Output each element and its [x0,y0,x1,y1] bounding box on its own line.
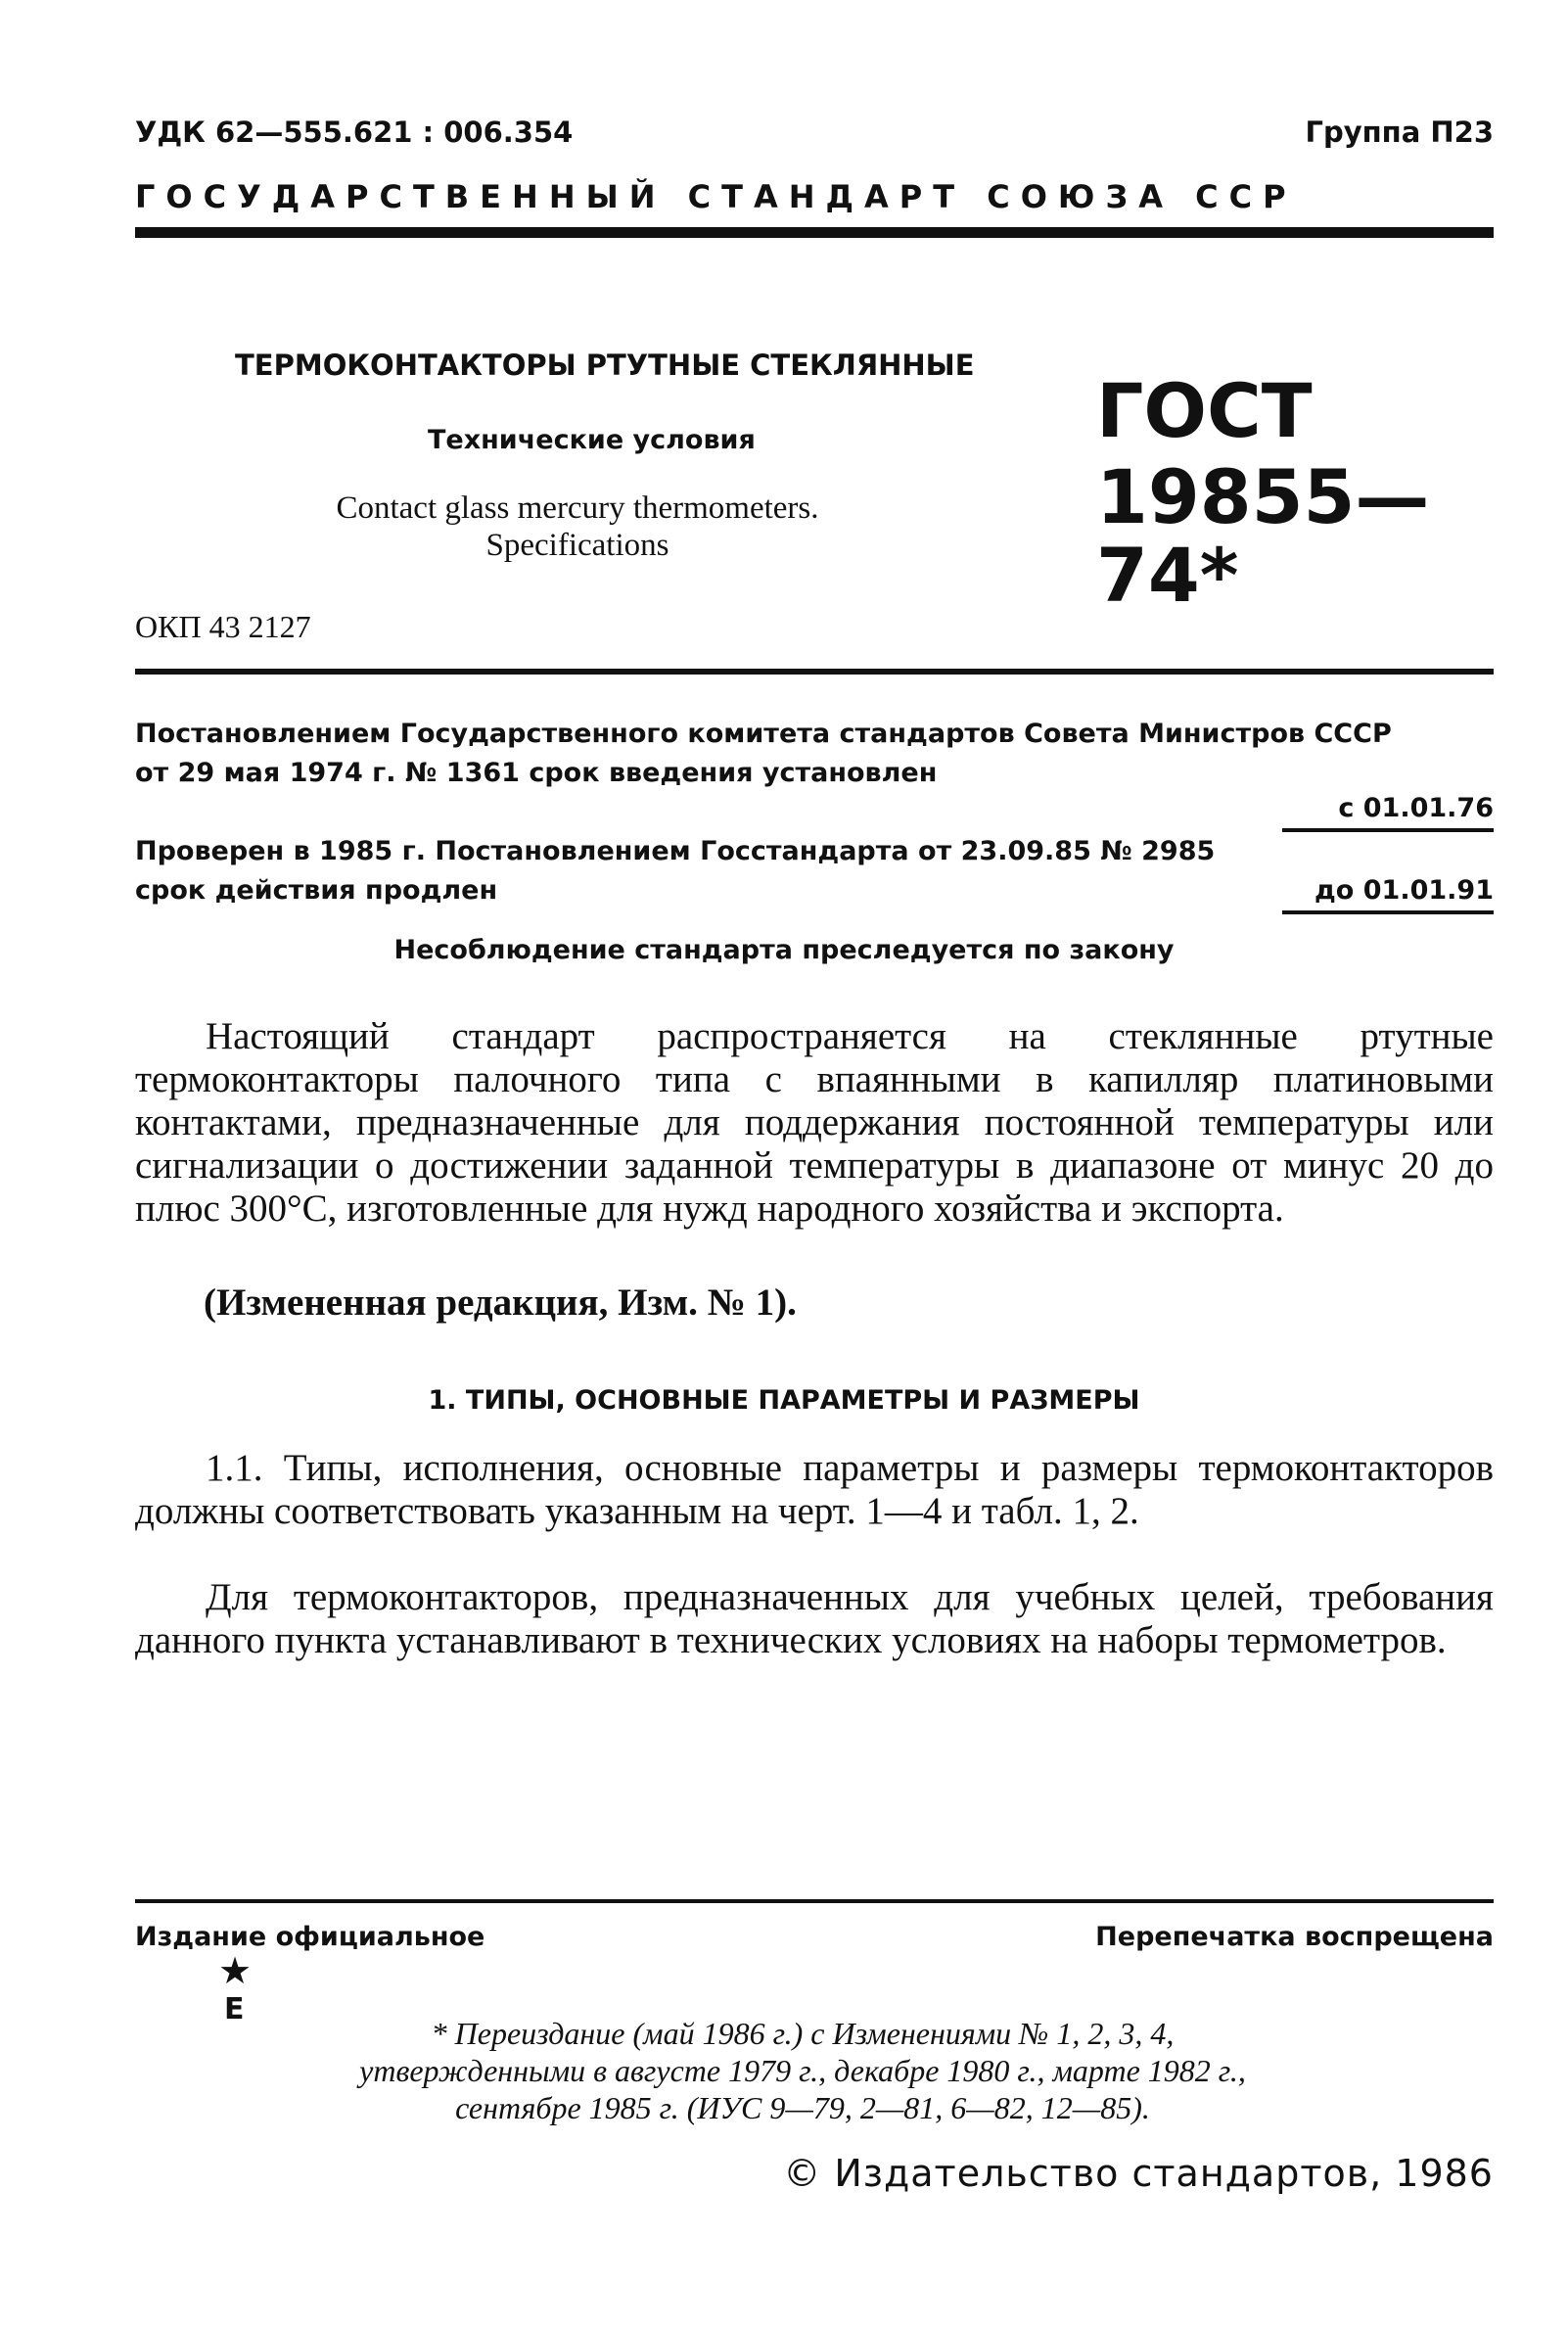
gost-label: ГОСТ [1096,367,1313,454]
udk-code: УДК 62—555.621 : 006.354 [135,116,574,149]
date-to-rule [1282,910,1494,914]
edition-note: (Измененная редакция, Изм. № 1). [204,1281,797,1324]
state-standard-heading: ГОСУДАРСТВЕННЫЙ СТАНДАРТ СОЮЗА ССР [135,178,1297,215]
english-title-line2: Specifications [485,528,669,563]
decree-line-2: от 29 мая 1974 г. № 1361 срок введения установлен [135,758,938,788]
reprint-prohibited-label: Перепечатка воспрещена [1095,1922,1494,1952]
reissue-note-line2: утвержденными в августе 1979 г., декабре 1980 г., марте 1982 г., [359,2053,1246,2088]
group-code: Группа П23 [1305,116,1494,149]
okp-code: ОКП 43 2127 [135,609,311,644]
date-effective-from: с 01.01.76 [1338,793,1494,823]
document-title: ТЕРМОКОНТАКТОРЫ РТУТНЫЕ СТЕКЛЯННЫЕ [235,349,975,382]
official-edition-label: Издание официальное [135,1922,485,1952]
date-from-rule [1282,828,1494,832]
reissue-note-line1: * Переиздание (май 1986 г.) с Изменениями № 1, 2, 3, 4, [431,2016,1175,2051]
reissue-note-line3: сентябре 1985 г. (ИУС 9—79, 2—81, 6—82, 12—85). [455,2090,1150,2125]
reissue-note [225,2015,1380,2126]
star-icon: ★ [218,1949,253,1992]
decree-line-3: Проверен в 1985 г. Постановлением Госстандарта от 23.09.85 № 2985 [135,836,1216,866]
publisher-copyright: © Издательство стандартов, 1986 [783,2152,1494,2195]
gost-number: 19855—74* [1096,453,1430,619]
clause-1-1-continued: Для термоконтакторов, предназначенных для учебных целей, требования данного пункта устанавливают в технических условиях на наборы термометров. [135,1576,1494,1661]
english-title [225,489,930,564]
footer-rule [135,1899,1494,1903]
decree-line-1: Постановлением Государственного комитета стандартов Совета Министров СССР [135,719,1392,749]
clause-1-1: 1.1. Типы, исполнения, основные параметры и размеры термоконтакторов должны соответствовать указанным на черт. 1—4 и табл. 1, 2. [135,1447,1494,1532]
header-rule [135,227,1494,238]
english-title-line1: Contact glass mercury thermometers. [336,490,819,526]
titleblock-rule [135,669,1494,675]
section-title: 1. ТИПЫ, ОСНОВНЫЕ ПАРАМЕТРЫ И РАЗМЕРЫ [428,1385,1140,1416]
legal-notice: Несоблюдение стандарта преследуется по закону [393,935,1175,965]
intro-paragraph: Настоящий стандарт распространяется на стеклянные ртутные термоконтакторы палочного типа с впаянными в капилляр платиновыми контактами, предназначенные для поддержания постоянной температуры или сигнализации о достижении заданной температуры в диапазоне от минус 20 до плюс 300°С, изготовленные для нужд народного хозяйства и экспорта. [135,1015,1494,1230]
date-valid-until: до 01.01.91 [1314,875,1494,906]
e-mark: Е [224,1992,245,2026]
document-subtitle: Технические условия [428,425,756,455]
decree-line-4: срок действия продлен [135,875,498,906]
